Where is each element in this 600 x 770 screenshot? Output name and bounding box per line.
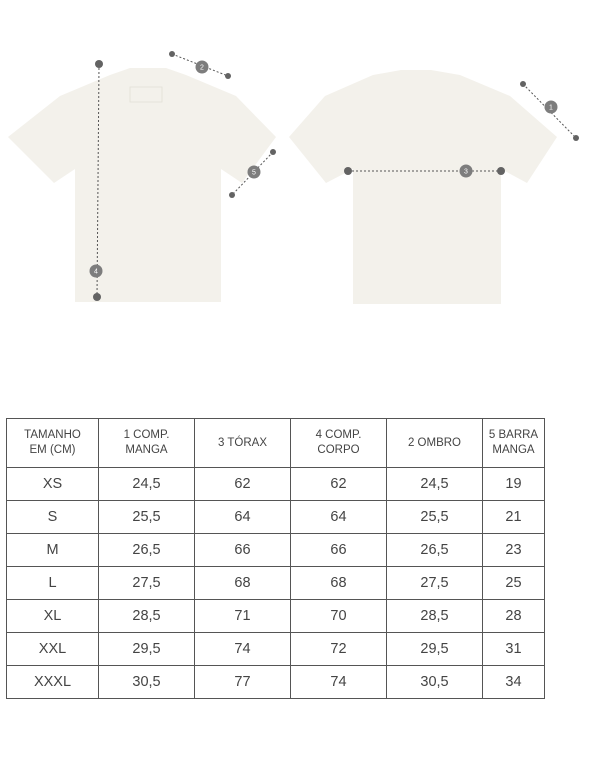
size-cell: XS bbox=[7, 468, 99, 501]
measurement-cell: 29,5 bbox=[99, 633, 195, 666]
measurement-cell: 68 bbox=[195, 567, 291, 600]
measurement-cell: 26,5 bbox=[99, 534, 195, 567]
measurement-cell: 74 bbox=[195, 633, 291, 666]
column-header: 2 OMBRO bbox=[387, 419, 483, 468]
measurement-cell: 34 bbox=[483, 666, 545, 699]
column-header: 1 COMP. MANGA bbox=[99, 419, 195, 468]
measurement-cell: 68 bbox=[291, 567, 387, 600]
table-row bbox=[7, 501, 545, 534]
table-row bbox=[7, 567, 545, 600]
tshirt-back bbox=[289, 70, 557, 304]
measurement-cell: 28 bbox=[483, 600, 545, 633]
table-row bbox=[7, 468, 545, 501]
measurement-cell: 62 bbox=[291, 468, 387, 501]
measurement-cell: 23 bbox=[483, 534, 545, 567]
svg-text:3: 3 bbox=[464, 168, 468, 176]
measurement-cell: 27,5 bbox=[99, 567, 195, 600]
measurement-cell: 25,5 bbox=[99, 501, 195, 534]
table-header-row bbox=[7, 419, 545, 468]
measurement-cell: 27,5 bbox=[387, 567, 483, 600]
column-header: 3 TÓRAX bbox=[195, 419, 291, 468]
column-header: 4 COMP. CORPO bbox=[291, 419, 387, 468]
column-header: TAMANHO EM (CM) bbox=[7, 419, 99, 468]
svg-text:5: 5 bbox=[252, 169, 256, 177]
table-row bbox=[7, 666, 545, 699]
svg-text:2: 2 bbox=[200, 64, 204, 72]
measurement-cell: 24,5 bbox=[387, 468, 483, 501]
measurement-cell: 25 bbox=[483, 567, 545, 600]
measurement-cell: 31 bbox=[483, 633, 545, 666]
size-cell: XXXL bbox=[7, 666, 99, 699]
size-cell: XL bbox=[7, 600, 99, 633]
measurement-cell: 30,5 bbox=[99, 666, 195, 699]
size-cell: S bbox=[7, 501, 99, 534]
measurement-cell: 26,5 bbox=[387, 534, 483, 567]
measurement-cell: 24,5 bbox=[99, 468, 195, 501]
measurement-cell: 66 bbox=[195, 534, 291, 567]
measurement-cell: 64 bbox=[291, 501, 387, 534]
measurement-cell: 72 bbox=[291, 633, 387, 666]
measurement-cell: 70 bbox=[291, 600, 387, 633]
size-cell: M bbox=[7, 534, 99, 567]
size-cell: XXL bbox=[7, 633, 99, 666]
column-header: 5 BARRA MANGA bbox=[483, 419, 545, 468]
size-table bbox=[6, 418, 545, 699]
measurement-cell: 25,5 bbox=[387, 501, 483, 534]
measurement-cell: 74 bbox=[291, 666, 387, 699]
tshirt-front bbox=[8, 68, 276, 302]
measurement-cell: 30,5 bbox=[387, 666, 483, 699]
measurement-cell: 21 bbox=[483, 501, 545, 534]
table-row bbox=[7, 600, 545, 633]
measurement-cell: 64 bbox=[195, 501, 291, 534]
measurement-cell: 19 bbox=[483, 468, 545, 501]
measurement-cell: 71 bbox=[195, 600, 291, 633]
table-body bbox=[7, 468, 545, 699]
svg-text:1: 1 bbox=[549, 104, 553, 112]
table-row bbox=[7, 633, 545, 666]
measurement-cell: 66 bbox=[291, 534, 387, 567]
svg-text:4: 4 bbox=[94, 268, 98, 276]
measurement-diagram bbox=[0, 0, 600, 340]
table-row bbox=[7, 534, 545, 567]
measurement-cell: 29,5 bbox=[387, 633, 483, 666]
size-cell: L bbox=[7, 567, 99, 600]
measurement-cell: 62 bbox=[195, 468, 291, 501]
measurement-cell: 28,5 bbox=[387, 600, 483, 633]
measurement-cell: 77 bbox=[195, 666, 291, 699]
measurement-cell: 28,5 bbox=[99, 600, 195, 633]
